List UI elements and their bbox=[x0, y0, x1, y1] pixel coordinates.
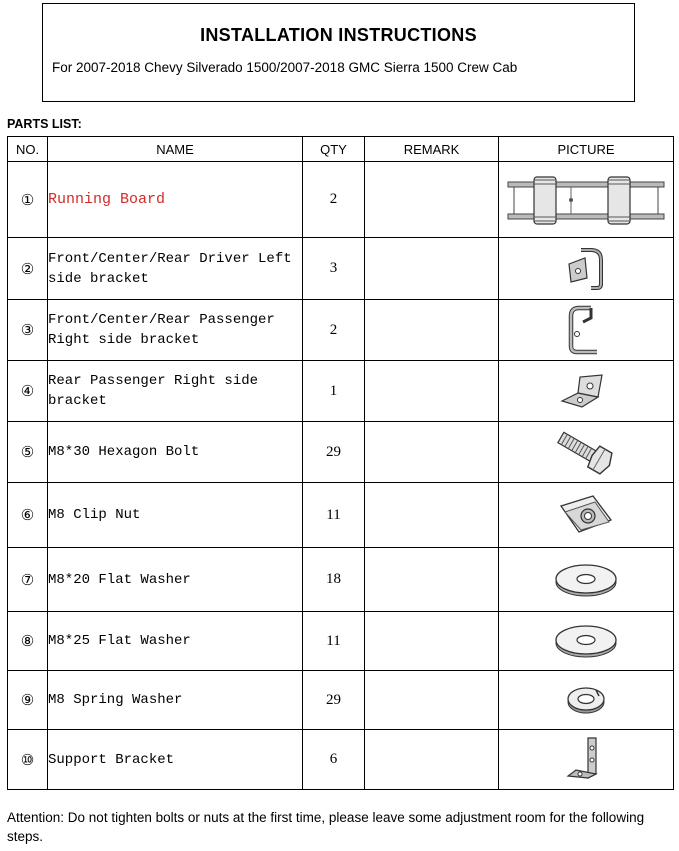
row-number: ⑦ bbox=[8, 548, 48, 612]
table-row bbox=[8, 361, 674, 422]
part-remark bbox=[365, 612, 499, 671]
table-header-row bbox=[8, 137, 674, 162]
part-name: M8*25 Flat Washer bbox=[48, 612, 303, 671]
part-remark bbox=[365, 671, 499, 730]
part-name: Front/Center/Rear Driver Left side bracket bbox=[48, 238, 303, 300]
part-qty: 6 bbox=[303, 730, 365, 790]
clip-nut-icon bbox=[553, 490, 619, 540]
table-row bbox=[8, 548, 674, 612]
part-qty: 11 bbox=[303, 612, 365, 671]
column-header-qty: QTY bbox=[303, 137, 365, 162]
part-remark bbox=[365, 483, 499, 548]
part-remark bbox=[365, 162, 499, 238]
table-row bbox=[8, 483, 674, 548]
part-qty: 2 bbox=[303, 162, 365, 238]
part-remark bbox=[365, 548, 499, 612]
column-header-picture: PICTURE bbox=[499, 137, 674, 162]
row-number: ③ bbox=[8, 300, 48, 361]
table-row bbox=[8, 422, 674, 483]
parts-list-label: PARTS LIST: bbox=[7, 117, 82, 131]
part-name: M8*30 Hexagon Bolt bbox=[48, 422, 303, 483]
part-remark bbox=[365, 730, 499, 790]
hex-bolt-icon bbox=[551, 425, 621, 479]
table-row bbox=[8, 730, 674, 790]
running-board-icon bbox=[506, 170, 666, 230]
part-name: M8*20 Flat Washer bbox=[48, 548, 303, 612]
vehicle-subtitle: For 2007-2018 Chevy Silverado 1500/2007-2018 GMC Sierra 1500 Crew Cab bbox=[52, 60, 518, 75]
table-row bbox=[8, 300, 674, 361]
row-number: ② bbox=[8, 238, 48, 300]
row-number: ⑧ bbox=[8, 612, 48, 671]
page-title: INSTALLATION INSTRUCTIONS bbox=[200, 25, 477, 45]
row-number: ① bbox=[8, 162, 48, 238]
part-name: Running Board bbox=[48, 162, 303, 238]
rear-bracket-icon bbox=[558, 371, 614, 411]
table-row bbox=[8, 162, 674, 238]
column-header-remark: REMARK bbox=[365, 137, 499, 162]
part-qty: 3 bbox=[303, 238, 365, 300]
part-name: M8 Spring Washer bbox=[48, 671, 303, 730]
column-header-no: NO. bbox=[8, 137, 48, 162]
column-header-name: NAME bbox=[48, 137, 303, 162]
part-name: Support Bracket bbox=[48, 730, 303, 790]
part-qty: 29 bbox=[303, 671, 365, 730]
row-number: ⑥ bbox=[8, 483, 48, 548]
table-row bbox=[8, 238, 674, 300]
part-qty: 2 bbox=[303, 300, 365, 361]
parts-table bbox=[7, 136, 674, 790]
flat-washer-icon bbox=[551, 621, 621, 661]
part-qty: 1 bbox=[303, 361, 365, 422]
support-bracket-icon bbox=[562, 734, 610, 786]
row-number: ⑤ bbox=[8, 422, 48, 483]
spring-washer-icon bbox=[562, 682, 610, 718]
part-name: Rear Passenger Right side bracket bbox=[48, 361, 303, 422]
table-row bbox=[8, 671, 674, 730]
part-name: Front/Center/Rear Passenger Right side bracket bbox=[48, 300, 303, 361]
row-number: ⑨ bbox=[8, 671, 48, 730]
part-remark bbox=[365, 238, 499, 300]
flat-washer-icon bbox=[551, 560, 621, 600]
part-remark bbox=[365, 300, 499, 361]
part-remark bbox=[365, 422, 499, 483]
part-name: M8 Clip Nut bbox=[48, 483, 303, 548]
part-remark bbox=[365, 361, 499, 422]
driver-bracket-icon bbox=[561, 244, 611, 294]
table-row bbox=[8, 612, 674, 671]
passenger-bracket-icon bbox=[561, 304, 611, 356]
part-qty: 29 bbox=[303, 422, 365, 483]
part-qty: 18 bbox=[303, 548, 365, 612]
row-number: ④ bbox=[8, 361, 48, 422]
attention-note: Attention: Do not tighten bolts or nuts at the first time, please leave some adjustment room for the following steps. bbox=[7, 810, 645, 844]
part-qty: 11 bbox=[303, 483, 365, 548]
row-number: ⑩ bbox=[8, 730, 48, 790]
header-box bbox=[42, 3, 635, 102]
